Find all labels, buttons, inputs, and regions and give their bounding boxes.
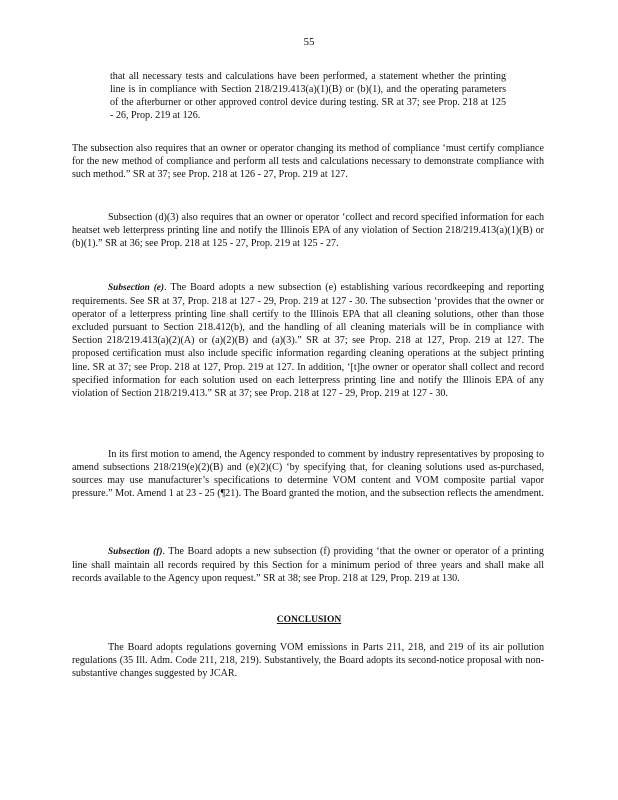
paragraph-method-of-compliance: The subsection also requires that an owner or operator changing its method of compliance ‘must certify compliance for the new method of compliance and perform all tests and calculations necessary to demonstrate compliance with such method.” SR at 37; see Prop. 218 at 126 - 27, Prop. 219 at 127. [72, 143, 544, 181]
quoted-paragraph-testing: that all necessary tests and calculations have been performed, a statement whether the printing line is in compliance with Section 218/219.413(a)(1)(B) or (b)(1), and the operating parameters of the afterburner or other approved control device during testing. SR at 37; see Prop. 218 at 125 - 26, Prop. 219 at 126. [110, 71, 506, 122]
subsection-e-heading: Subsection (e) [108, 283, 165, 293]
paragraph-subsection-d3: Subsection (d)(3) also requires that an owner or operator ‘collect and record specified information for each heatset web letterpress printing line and notify the Illinois EPA of any violation of Section 218/219.413(a)(1)(B) or (b)(1).” SR at 36; see Prop. 218 at 125 - 27, Prop. 219 at 125 - 27. [72, 212, 544, 250]
paragraph-agency-motion: In its first motion to amend, the Agency responded to comment by industry representatives by proposing to amend subsections 218/219(e)(2)(B) and (e)(2)(C) ‘by specifying that, for cleaning solutions used as-purchased, sources may use manufacturer’s specifications to determine VOM content and VOM composite partial vapor pressure.” Mot. Amend 1 at 23 - 25 (¶21). The Board granted the motion, and the subsection reflects the amendment. [72, 449, 544, 500]
paragraph-conclusion: The Board adopts regulations governing VOM emissions in Parts 211, 218, and 219 of its air pollution regulations (35 Ill. Adm. Code 211, 218, 219). Substantively, the Board adopts its second-notice proposal with non-substantive changes suggested by JCAR. [72, 642, 544, 680]
subsection-f-text: . The Board adopts a new subsection (f) providing ‘that the owner or operator of a printing line shall maintain all records required by this Section for a minimum period of three years and shall make all records available to the Agency upon request.” SR at 38; see Prop. 218 at 129, Prop. 219 at 130. [72, 546, 544, 585]
paragraph-subsection-f [72, 545, 544, 585]
page-number: 55 [303, 36, 315, 48]
subsection-f-heading: Subsection (f) [108, 547, 163, 557]
subsection-e-text: . The Board adopts a new subsection (e) establishing various recordkeeping and reporting requirements. See SR at 37, Prop. 218 at 127 - 29, Prop. 219 at 127 - 30. The subsection ‘provides that the owner or operator of a letterpress printing line shall certify to the Illinois EPA that all cleaning solutions, other than those excluded pursuant to Section 218.412(b), and the handling of all cleaning materials will be in compliance with Section 218/219.413(a)(2)(A) or (a)(2)(B) and (a)(3).” SR at 37; see Prop. 218 at 127, Prop. 219 at 127. The proposed certification must also include specific information regarding cleaning operations at the subject printing line. SR at 37; see Prop. 218 at 127, Prop. 219 at 127. In addition, ‘[t]he owner or operator shall collect and record specified information for each solution used on each letterpress printing line and notify the Illinois EPA of any violation of Section 218/219.413.” SR at 37; see Prop. 218 at 127 - 29, Prop. 219 at 127 - 30. [72, 282, 544, 399]
conclusion-heading: CONCLUSION [276, 615, 342, 625]
paragraph-subsection-e [72, 281, 544, 400]
